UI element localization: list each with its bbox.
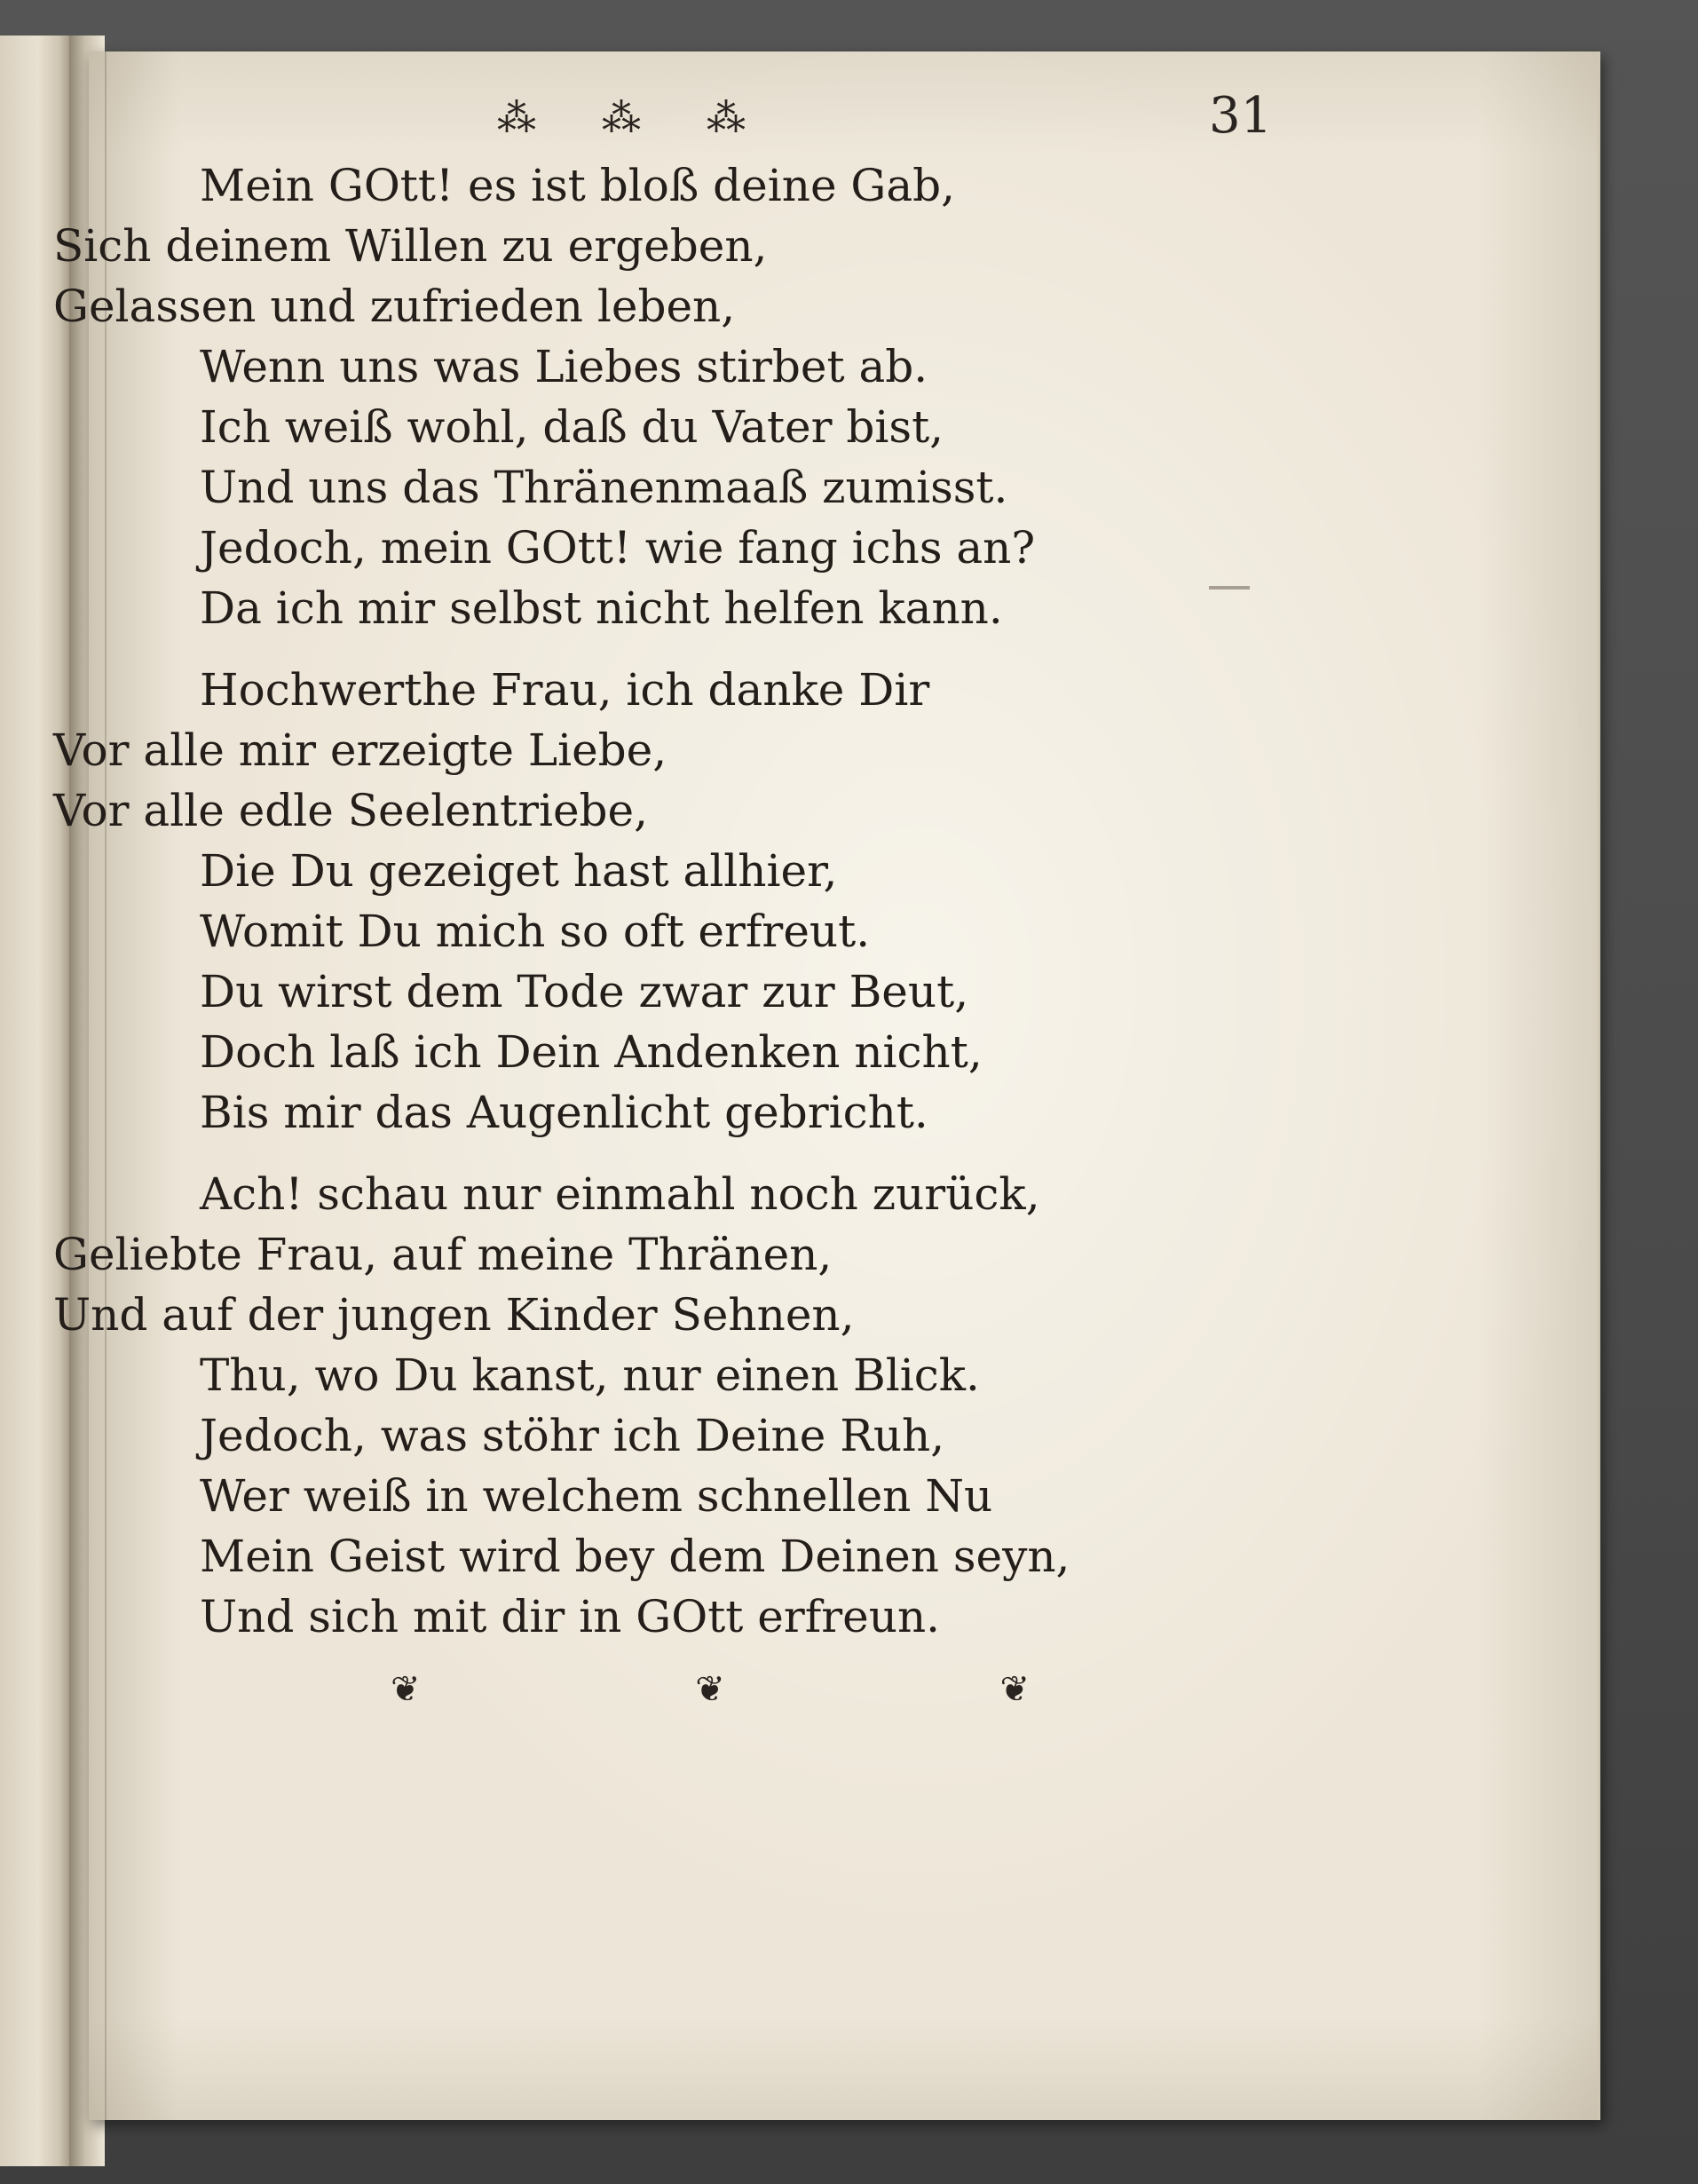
- poem-line: Da ich mir selbst nicht helfen kann.: [200, 582, 1003, 634]
- poem-line: Du wirst dem Tode zwar zur Beut,: [200, 966, 969, 1017]
- poem-line: Vor alle edle Seelentriebe,: [53, 785, 649, 836]
- poem-line: Die Du gezeiget hast allhier,: [200, 845, 838, 897]
- fleuron-icon: ❦: [999, 1669, 1030, 1710]
- poem-line: Thu, wo Du kanst, nur einen Blick.: [200, 1349, 980, 1401]
- poem-line: Wer weiß in welchem schnellen Nu: [200, 1470, 993, 1522]
- poem-line: Und uns das Thränenmaaß zumisst.: [200, 462, 1008, 513]
- poem-line: Doch laß ich Dein Andenken nicht,: [200, 1026, 983, 1078]
- ink-mark: [1209, 586, 1250, 590]
- header-ornament-icon: ⁂ ⁂ ⁂: [497, 96, 772, 141]
- poem-line: Jedoch, was stöhr ich Deine Ruh,: [200, 1410, 945, 1461]
- poem-line: Womit Du mich so oft erfreut.: [200, 906, 871, 957]
- stanza-3: [53, 1164, 1456, 1647]
- fleuron-icon: ❦: [391, 1669, 421, 1710]
- poem-line: Hochwerthe Frau, ich danke Dir: [200, 664, 930, 716]
- poem-line: Wenn uns was Liebes stirbet ab.: [200, 341, 928, 392]
- poem-text: [53, 155, 1456, 1668]
- poem-line: Ach! schau nur einmahl noch zurück,: [200, 1168, 1040, 1220]
- poem-line: Geliebte Frau, auf meine Thränen,: [53, 1229, 833, 1280]
- page-number: 31: [1209, 87, 1273, 145]
- stanza-2: [53, 660, 1456, 1143]
- poem-line: Und auf der jungen Kinder Sehnen,: [53, 1289, 855, 1341]
- fleuron-icon: ❦: [695, 1669, 725, 1710]
- footer-ornament: [391, 1669, 1030, 1710]
- poem-line: Bis mir das Augenlicht gebricht.: [200, 1087, 928, 1138]
- poem-line: Gelassen und zufrieden leben,: [53, 281, 736, 332]
- poem-line: Jedoch, mein GOtt! wie fang ichs an?: [200, 522, 1036, 574]
- poem-line: Mein Geist wird bey dem Deinen seyn,: [200, 1531, 1070, 1582]
- poem-line: Ich weiß wohl, daß du Vater bist,: [200, 401, 944, 453]
- poem-line: Sich deinem Willen zu ergeben,: [53, 220, 768, 272]
- stanza-1: [53, 155, 1456, 638]
- poem-line: Und sich mit dir in GOtt erfreun.: [200, 1591, 941, 1642]
- poem-line: Mein GOtt! es ist bloß deine Gab,: [200, 160, 956, 211]
- poem-line: Vor alle mir erzeigte Liebe,: [53, 724, 667, 776]
